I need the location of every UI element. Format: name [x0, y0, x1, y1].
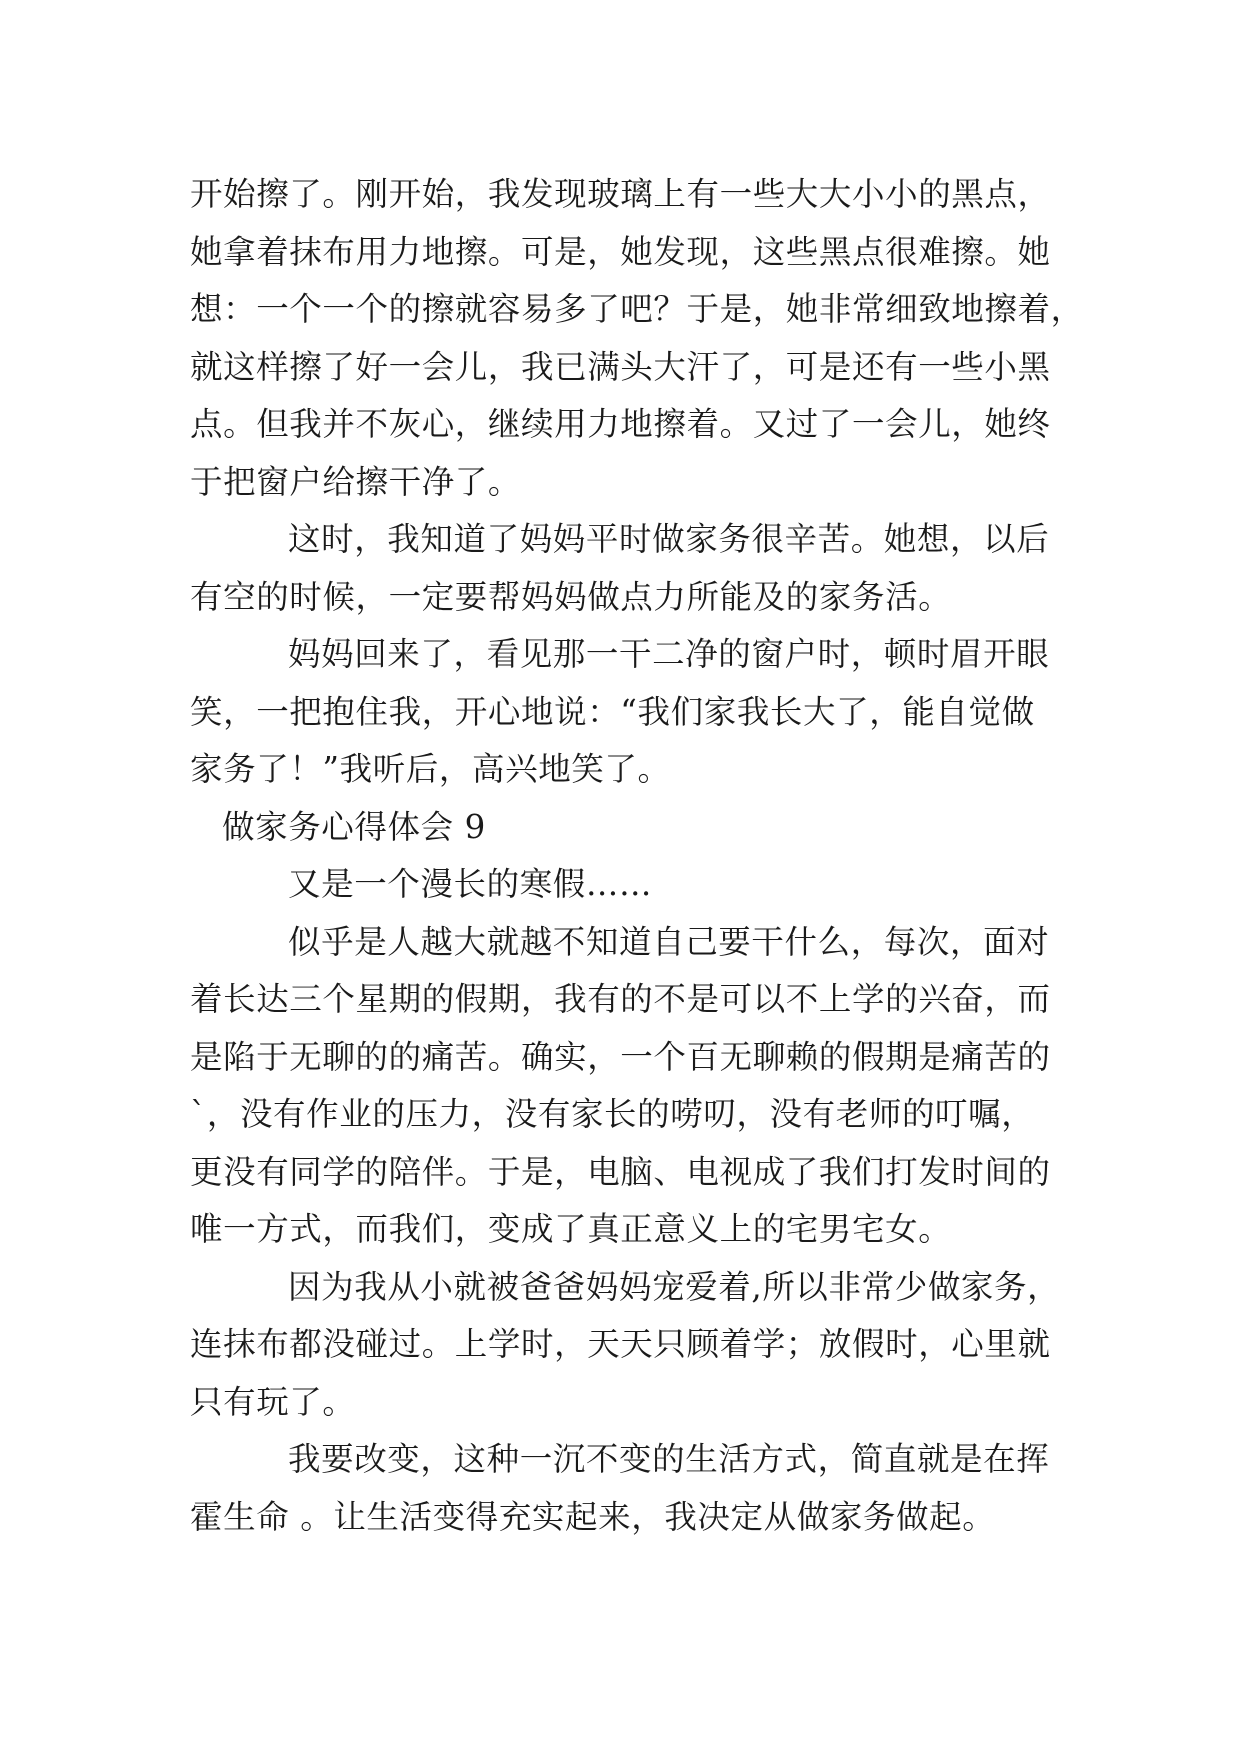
paragraph-first-line: 这时，我知道了妈妈平时做家务很辛苦。她想，以后 — [288, 520, 1050, 558]
text-line: 更没有同学的陪伴。于是，电脑、电视成了我们打发时间的 — [190, 1152, 1051, 1191]
text-line: 于把窗户给擦干净了。 — [190, 462, 522, 501]
text-line: 家务了！”我听后，高兴地笑了。 — [190, 750, 671, 788]
text-line: 她拿着抹布用力地擦。可是，她发现，这些黑点很难擦。她 — [190, 232, 1051, 271]
text-line: 就这样擦了好一会儿，我已满头大汗了，可是还有一些小黑 — [190, 347, 1051, 386]
text-line: 只有玩了。 — [190, 1382, 356, 1421]
text-line: 霍生命 。让生活变得充实起来，我决定从做家务做起。 — [190, 1497, 996, 1536]
text-line: 开始擦了。刚开始，我发现玻璃上有一些大大小小的黑点， — [190, 175, 1051, 213]
text-line: `，没有作业的压力，没有家长的唠叨，没有老师的叮嘱， — [190, 1095, 1035, 1133]
paragraph-first-line: 又是一个漫长的寒假…… — [288, 865, 653, 903]
paragraph-first-line: 我要改变，这种一沉不变的生活方式，简直就是在挥 — [288, 1440, 1050, 1478]
paragraph-first-line: 似乎是人越大就越不知道自己要干什么，每次，面对 — [288, 922, 1050, 961]
text-line: 连抹布都没碰过。上学时，天天只顾着学；放假时，心里就 — [190, 1325, 1051, 1363]
paragraph-first-line: 因为我从小就被爸爸妈妈宠爱着,所以非常少做家务， — [288, 1267, 1061, 1306]
text-line: 笑，一把抱住我，开心地说：“我们家我长大了，能自觉做 — [190, 692, 1035, 731]
paragraph-first-line: 妈妈回来了，看见那一干二净的窗户时，顿时眉开眼 — [288, 635, 1050, 673]
text-line: 想：一个一个的擦就容易多了吧？于是，她非常细致地擦着， — [190, 290, 1084, 328]
text-line: 有空的时候，一定要帮妈妈做点力所能及的家务活。 — [190, 577, 952, 616]
document-body — [190, 166, 1084, 1546]
section-heading: 做家务心得体会 9 — [222, 807, 486, 846]
text-line: 着长达三个星期的假期，我有的不是可以不上学的兴奋，而 — [190, 980, 1051, 1018]
text-line: 点。但我并不灰心，继续用力地擦着。又过了一会儿，她终 — [190, 405, 1051, 443]
text-line: 唯一方式，而我们，变成了真正意义上的宅男宅女。 — [190, 1210, 952, 1248]
text-line: 是陷于无聊的的痛苦。确实，一个百无聊赖的假期是痛苦的 — [190, 1037, 1051, 1076]
